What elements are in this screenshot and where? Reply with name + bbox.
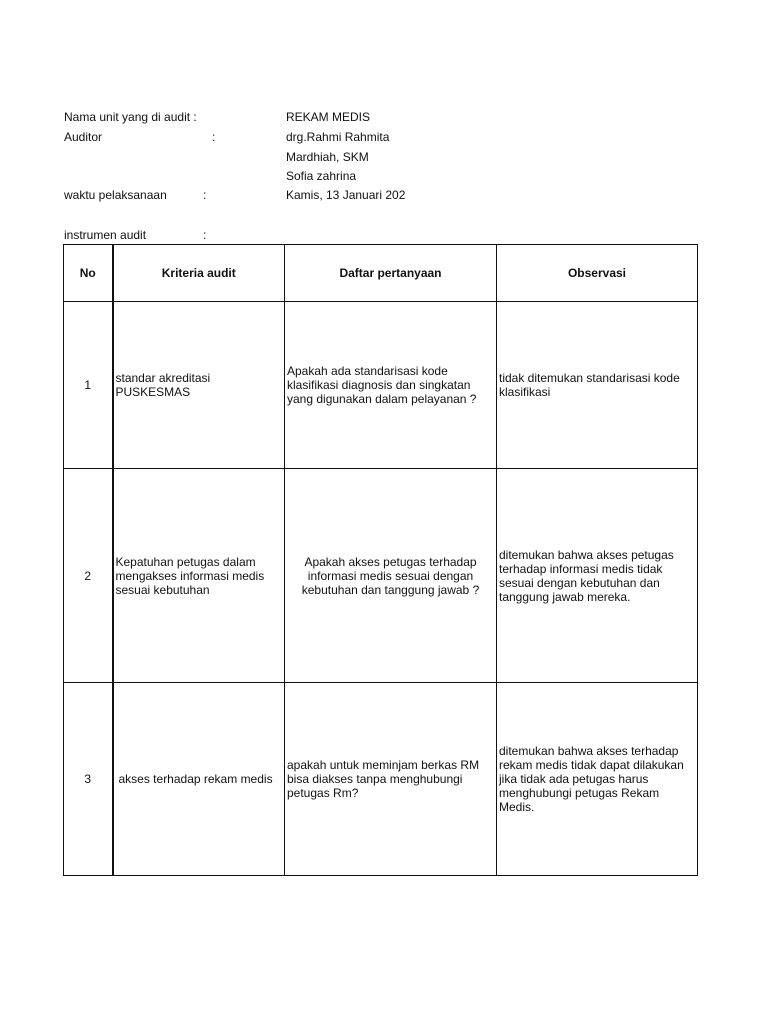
auditor-name-2: Mardhiah, SKM: [286, 150, 369, 164]
observasi-cell: tidak ditemukan standarisasi kode klasifikasi: [497, 302, 698, 469]
col-header-pertanyaan: Daftar pertanyaan: [285, 245, 497, 302]
unit-value: REKAM MEDIS: [286, 110, 371, 124]
table-row: [64, 302, 698, 469]
auditor-name-3: Sofia zahrina: [286, 169, 357, 183]
row-number: 2: [64, 469, 113, 683]
col-header-observasi: Observasi: [497, 245, 698, 302]
unit-label: Nama unit yang di audit :: [64, 110, 197, 124]
auditor-label: Auditor: [64, 130, 103, 144]
pertanyaan-cell: Apakah akses petugas terhadap informasi medis sesuai dengan kebutuhan dan tanggung jawab ?: [285, 469, 497, 683]
observasi-cell: ditemukan bahwa akses terhadap rekam medis tidak dapat dilakukan jika tidak ada petugas harus menghubungi petugas Rekam Medis.: [497, 683, 698, 876]
instrumen-label: instrumen audit: [64, 228, 147, 242]
table-header-row: [64, 245, 698, 302]
row-number: 1: [64, 302, 113, 469]
observasi-cell: ditemukan bahwa akses petugas terhadap informasi medis tidak sesuai dengan kebutuhan dan tanggung jawab mereka.: [497, 469, 698, 683]
row-number: 3: [64, 683, 113, 876]
waktu-colon: :: [203, 188, 207, 202]
col-header-no: No: [64, 245, 113, 302]
instrumen-colon: :: [203, 228, 207, 242]
audit-table: [63, 244, 698, 876]
col-header-kriteria: Kriteria audit: [113, 245, 285, 302]
kriteria-cell: akses terhadap rekam medis: [113, 683, 285, 876]
waktu-label: waktu pelaksanaan: [64, 188, 167, 202]
auditor-name-1: drg.Rahmi Rahmita: [286, 130, 390, 144]
pertanyaan-cell: Apakah ada standarisasi kode klasifikasi diagnosis dan singkatan yang digunakan dalam pelayanan ?: [285, 302, 497, 469]
auditor-colon: :: [212, 130, 216, 144]
waktu-value: Kamis, 13 Januari 202: [286, 188, 406, 202]
table-row: [64, 469, 698, 683]
table-row: [64, 683, 698, 876]
pertanyaan-cell: apakah untuk meminjam berkas RM bisa diakses tanpa menghubungi petugas Rm?: [285, 683, 497, 876]
kriteria-cell: standar akreditasi PUSKESMAS: [113, 302, 285, 469]
kriteria-cell: Kepatuhan petugas dalam mengakses informasi medis sesuai kebutuhan: [113, 469, 285, 683]
